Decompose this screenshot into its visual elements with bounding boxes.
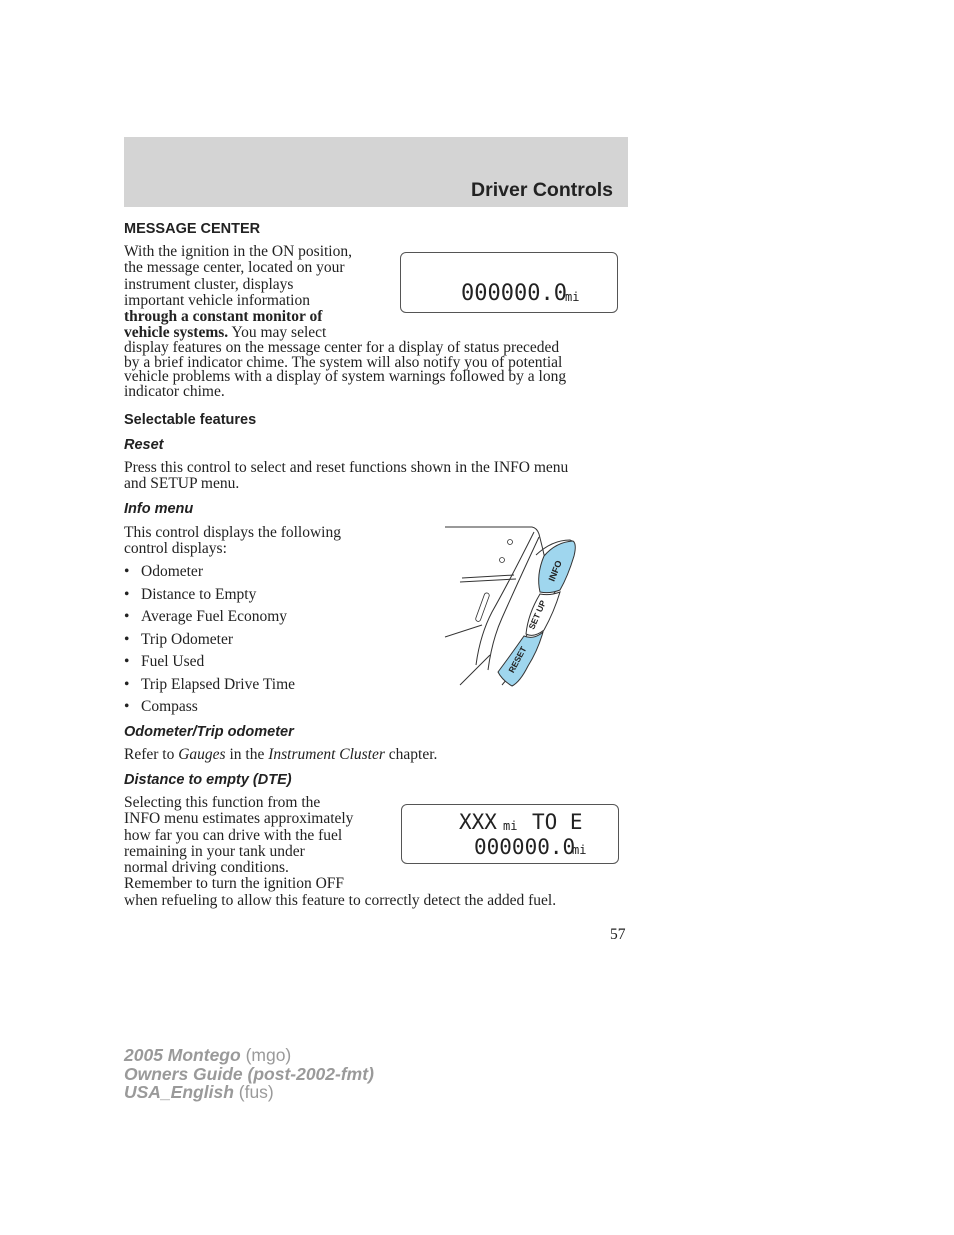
page-number: 57 bbox=[610, 926, 626, 943]
list-item: • Fuel Used bbox=[124, 653, 205, 670]
reset-button bbox=[498, 632, 543, 686]
odometer-display bbox=[400, 252, 618, 313]
dte-body-wide: when refueling to allow this feature to correctly detect the added fuel. bbox=[124, 892, 557, 909]
dte-body: Selecting this function from the INFO menu estimates approximately how far you can drive with the fuel remaining in your tank under normal driving conditions. Remember to turn the ignition OFF bbox=[124, 794, 354, 893]
list-item: • Average Fuel Economy bbox=[124, 608, 288, 625]
list-item: • Distance to Empty bbox=[124, 585, 257, 603]
info-button-label: INFO bbox=[546, 559, 564, 583]
dte-line2-unit: mi bbox=[572, 843, 587, 857]
dte-line1-value: XXX bbox=[459, 810, 497, 834]
info-menu-list bbox=[124, 563, 295, 721]
message-center-heading: MESSAGE CENTER bbox=[124, 221, 261, 237]
selectable-features-heading: Selectable features bbox=[124, 412, 257, 428]
odometer-value: 000000.0 bbox=[461, 281, 567, 306]
odometer-unit: mi bbox=[565, 290, 580, 304]
odometer-heading: Odometer/Trip odometer bbox=[124, 724, 294, 740]
reset-heading: Reset bbox=[124, 437, 164, 453]
message-center-controls-illustration bbox=[440, 520, 590, 690]
header-band bbox=[124, 137, 628, 207]
setup-button-label: SET UP bbox=[526, 598, 549, 631]
info-menu-heading: Info menu bbox=[124, 501, 194, 517]
dte-line1-unit: mi bbox=[503, 819, 518, 833]
dte-line1-suffix: TO E bbox=[532, 810, 583, 834]
dte-heading: Distance to empty (DTE) bbox=[124, 772, 292, 788]
page-title: Driver Controls bbox=[471, 179, 613, 201]
list-item: • Odometer bbox=[124, 563, 203, 580]
list-item: • Trip Elapsed Drive Time bbox=[124, 675, 296, 693]
dte-line2-value: 000000.0 bbox=[474, 835, 576, 859]
dte-display bbox=[401, 804, 619, 864]
list-item: • Trip Odometer bbox=[124, 630, 233, 648]
reset-body: Press this control to select and reset functions shown in the INFO menu and SETUP menu. bbox=[124, 459, 569, 493]
list-item: • Compass bbox=[124, 698, 198, 715]
setup-button bbox=[526, 592, 560, 635]
message-center-intro: With the ignition in the ON position, the message center, located on your instrument cluster, displays important vehicle information through a constant monitor of vehicle systems. You may select bbox=[124, 243, 352, 342]
footer: 2005 Montego (mgo) Owners Guide (post-2002-fmt) USA_English (fus) bbox=[124, 1045, 374, 1102]
odometer-body: Refer to Gauges in the Instrument Cluster chapter. bbox=[124, 746, 438, 763]
reset-button-label: RESET bbox=[506, 644, 529, 675]
message-center-body: display features on the message center for a display of status preceded by a brief indicator chime. The system will also notify you of potential vehicle problems with a display of system warnings followed by a long indicator chime. bbox=[124, 339, 567, 400]
info-menu-body: This control displays the following control displays: bbox=[124, 524, 341, 558]
